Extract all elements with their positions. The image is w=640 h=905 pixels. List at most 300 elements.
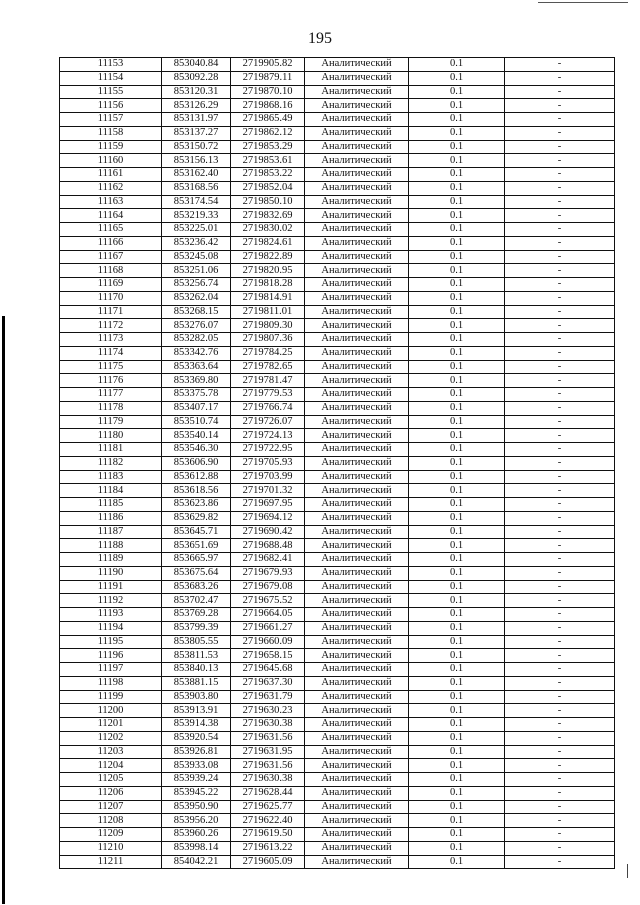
accuracy-cell: 0.1 (409, 319, 505, 333)
table-row (60, 305, 615, 319)
point-id-cell: 11211 (60, 855, 162, 869)
table-row (60, 731, 615, 745)
note-cell: - (505, 236, 615, 250)
point-id-cell: 11188 (60, 539, 162, 553)
table-row (60, 195, 615, 209)
page-number: 195 (308, 30, 332, 47)
method-cell: Аналитический (305, 154, 409, 168)
method-cell: Аналитический (305, 113, 409, 127)
x-coordinate-cell: 853282.05 (162, 333, 231, 347)
table-row (60, 126, 615, 140)
x-coordinate-cell: 853920.54 (162, 731, 231, 745)
x-coordinate-cell: 853092.28 (162, 71, 231, 85)
x-coordinate-cell: 853040.84 (162, 58, 231, 72)
note-cell: - (505, 415, 615, 429)
note-cell: - (505, 704, 615, 718)
point-id-cell: 11173 (60, 333, 162, 347)
accuracy-cell: 0.1 (409, 333, 505, 347)
y-coordinate-cell: 2719830.02 (231, 223, 305, 237)
method-cell: Аналитический (305, 278, 409, 292)
x-coordinate-cell: 853276.07 (162, 319, 231, 333)
accuracy-cell: 0.1 (409, 223, 505, 237)
accuracy-cell: 0.1 (409, 456, 505, 470)
table-row (60, 250, 615, 264)
x-coordinate-cell: 853799.39 (162, 621, 231, 635)
y-coordinate-cell: 2719822.89 (231, 250, 305, 264)
note-cell: - (505, 731, 615, 745)
y-coordinate-cell: 2719675.52 (231, 594, 305, 608)
x-coordinate-cell: 853606.90 (162, 456, 231, 470)
point-id-cell: 11178 (60, 401, 162, 415)
method-cell: Аналитический (305, 621, 409, 635)
x-coordinate-cell: 853251.06 (162, 264, 231, 278)
point-id-cell: 11168 (60, 264, 162, 278)
accuracy-cell: 0.1 (409, 209, 505, 223)
point-id-cell: 11169 (60, 278, 162, 292)
note-cell: - (505, 443, 615, 457)
table-row (60, 649, 615, 663)
x-coordinate-cell: 853363.64 (162, 360, 231, 374)
y-coordinate-cell: 2719850.10 (231, 195, 305, 209)
x-coordinate-cell: 853956.20 (162, 814, 231, 828)
y-coordinate-cell: 2719820.95 (231, 264, 305, 278)
y-coordinate-cell: 2719818.28 (231, 278, 305, 292)
x-coordinate-cell: 853945.22 (162, 786, 231, 800)
note-cell: - (505, 264, 615, 278)
y-coordinate-cell: 2719631.56 (231, 731, 305, 745)
method-cell: Аналитический (305, 773, 409, 787)
table-row (60, 456, 615, 470)
accuracy-cell: 0.1 (409, 360, 505, 374)
x-coordinate-cell: 853407.17 (162, 401, 231, 415)
method-cell: Аналитический (305, 99, 409, 113)
point-id-cell: 11187 (60, 525, 162, 539)
point-id-cell: 11181 (60, 443, 162, 457)
point-id-cell: 11205 (60, 773, 162, 787)
point-id-cell: 11176 (60, 374, 162, 388)
x-coordinate-cell: 853126.29 (162, 99, 231, 113)
note-cell: - (505, 113, 615, 127)
table-row (60, 525, 615, 539)
method-cell: Аналитический (305, 456, 409, 470)
table-row (60, 333, 615, 347)
point-id-cell: 11161 (60, 168, 162, 182)
accuracy-cell: 0.1 (409, 291, 505, 305)
y-coordinate-cell: 2719631.56 (231, 759, 305, 773)
y-coordinate-cell: 2719824.61 (231, 236, 305, 250)
point-id-cell: 11197 (60, 663, 162, 677)
table-row (60, 346, 615, 360)
note-cell: - (505, 126, 615, 140)
table-row (60, 264, 615, 278)
y-coordinate-cell: 2719879.11 (231, 71, 305, 85)
note-cell: - (505, 718, 615, 732)
x-coordinate-cell: 853960.26 (162, 828, 231, 842)
accuracy-cell: 0.1 (409, 374, 505, 388)
y-coordinate-cell: 2719688.48 (231, 539, 305, 553)
accuracy-cell: 0.1 (409, 580, 505, 594)
accuracy-cell: 0.1 (409, 594, 505, 608)
x-coordinate-cell: 853913.91 (162, 704, 231, 718)
y-coordinate-cell: 2719722.95 (231, 443, 305, 457)
method-cell: Аналитический (305, 401, 409, 415)
accuracy-cell: 0.1 (409, 388, 505, 402)
y-coordinate-cell: 2719701.32 (231, 484, 305, 498)
point-id-cell: 11174 (60, 346, 162, 360)
x-coordinate-cell: 853174.54 (162, 195, 231, 209)
point-id-cell: 11163 (60, 195, 162, 209)
x-coordinate-cell: 854042.21 (162, 855, 231, 869)
note-cell: - (505, 786, 615, 800)
accuracy-cell: 0.1 (409, 168, 505, 182)
accuracy-cell: 0.1 (409, 346, 505, 360)
accuracy-cell: 0.1 (409, 676, 505, 690)
note-cell: - (505, 223, 615, 237)
x-coordinate-cell: 853156.13 (162, 154, 231, 168)
y-coordinate-cell: 2719679.08 (231, 580, 305, 594)
note-cell: - (505, 305, 615, 319)
method-cell: Аналитический (305, 346, 409, 360)
table-row (60, 566, 615, 580)
y-coordinate-cell: 2719661.27 (231, 621, 305, 635)
table-row (60, 71, 615, 85)
method-cell: Аналитический (305, 291, 409, 305)
note-cell: - (505, 401, 615, 415)
accuracy-cell: 0.1 (409, 498, 505, 512)
point-id-cell: 11153 (60, 58, 162, 72)
accuracy-cell: 0.1 (409, 58, 505, 72)
accuracy-cell: 0.1 (409, 305, 505, 319)
point-id-cell: 11194 (60, 621, 162, 635)
table-row (60, 415, 615, 429)
method-cell: Аналитический (305, 415, 409, 429)
table-row (60, 470, 615, 484)
x-coordinate-cell: 853623.86 (162, 498, 231, 512)
table-row (60, 608, 615, 622)
table-row (60, 773, 615, 787)
y-coordinate-cell: 2719862.12 (231, 126, 305, 140)
method-cell: Аналитический (305, 498, 409, 512)
accuracy-cell: 0.1 (409, 113, 505, 127)
x-coordinate-cell: 853546.30 (162, 443, 231, 457)
accuracy-cell: 0.1 (409, 800, 505, 814)
table-row (60, 855, 615, 869)
x-coordinate-cell: 853645.71 (162, 525, 231, 539)
note-cell: - (505, 553, 615, 567)
point-id-cell: 11170 (60, 291, 162, 305)
note-cell: - (505, 814, 615, 828)
y-coordinate-cell: 2719613.22 (231, 841, 305, 855)
accuracy-cell: 0.1 (409, 745, 505, 759)
note-cell: - (505, 498, 615, 512)
note-cell: - (505, 800, 615, 814)
y-coordinate-cell: 2719853.29 (231, 140, 305, 154)
note-cell: - (505, 539, 615, 553)
point-id-cell: 11171 (60, 305, 162, 319)
y-coordinate-cell: 2719779.53 (231, 388, 305, 402)
point-id-cell: 11196 (60, 649, 162, 663)
table-row (60, 745, 615, 759)
point-id-cell: 11189 (60, 553, 162, 567)
table-row (60, 814, 615, 828)
point-id-cell: 11184 (60, 484, 162, 498)
accuracy-cell: 0.1 (409, 718, 505, 732)
note-cell: - (505, 773, 615, 787)
y-coordinate-cell: 2719784.25 (231, 346, 305, 360)
accuracy-cell: 0.1 (409, 539, 505, 553)
x-coordinate-cell: 853840.13 (162, 663, 231, 677)
note-cell: - (505, 621, 615, 635)
method-cell: Аналитический (305, 140, 409, 154)
table-row (60, 374, 615, 388)
table-row (60, 360, 615, 374)
coordinates-table (59, 57, 615, 869)
x-coordinate-cell: 853131.97 (162, 113, 231, 127)
y-coordinate-cell: 2719694.12 (231, 511, 305, 525)
y-coordinate-cell: 2719853.22 (231, 168, 305, 182)
y-coordinate-cell: 2719870.10 (231, 85, 305, 99)
point-id-cell: 11185 (60, 498, 162, 512)
y-coordinate-cell: 2719766.74 (231, 401, 305, 415)
y-coordinate-cell: 2719605.09 (231, 855, 305, 869)
accuracy-cell: 0.1 (409, 470, 505, 484)
note-cell: - (505, 470, 615, 484)
method-cell: Аналитический (305, 594, 409, 608)
y-coordinate-cell: 2719905.82 (231, 58, 305, 72)
table-row (60, 635, 615, 649)
point-id-cell: 11203 (60, 745, 162, 759)
x-coordinate-cell: 853939.24 (162, 773, 231, 787)
y-coordinate-cell: 2719625.77 (231, 800, 305, 814)
note-cell: - (505, 676, 615, 690)
x-coordinate-cell: 853225.01 (162, 223, 231, 237)
note-cell: - (505, 209, 615, 223)
note-cell: - (505, 291, 615, 305)
y-coordinate-cell: 2719814.91 (231, 291, 305, 305)
point-id-cell: 11160 (60, 154, 162, 168)
table-row (60, 498, 615, 512)
note-cell: - (505, 374, 615, 388)
point-id-cell: 11159 (60, 140, 162, 154)
accuracy-cell: 0.1 (409, 759, 505, 773)
y-coordinate-cell: 2719630.23 (231, 704, 305, 718)
accuracy-cell: 0.1 (409, 511, 505, 525)
accuracy-cell: 0.1 (409, 553, 505, 567)
method-cell: Аналитический (305, 704, 409, 718)
point-id-cell: 11201 (60, 718, 162, 732)
method-cell: Аналитический (305, 264, 409, 278)
point-id-cell: 11209 (60, 828, 162, 842)
y-coordinate-cell: 2719782.65 (231, 360, 305, 374)
point-id-cell: 11156 (60, 99, 162, 113)
accuracy-cell: 0.1 (409, 401, 505, 415)
note-cell: - (505, 759, 615, 773)
table-row (60, 291, 615, 305)
accuracy-cell: 0.1 (409, 195, 505, 209)
note-cell: - (505, 181, 615, 195)
method-cell: Аналитический (305, 195, 409, 209)
note-cell: - (505, 484, 615, 498)
note-cell: - (505, 855, 615, 869)
y-coordinate-cell: 2719724.13 (231, 429, 305, 443)
point-id-cell: 11204 (60, 759, 162, 773)
x-coordinate-cell: 853805.55 (162, 635, 231, 649)
y-coordinate-cell: 2719811.01 (231, 305, 305, 319)
x-coordinate-cell: 853933.08 (162, 759, 231, 773)
x-coordinate-cell: 853651.69 (162, 539, 231, 553)
accuracy-cell: 0.1 (409, 608, 505, 622)
method-cell: Аналитический (305, 718, 409, 732)
table-row (60, 800, 615, 814)
y-coordinate-cell: 2719781.47 (231, 374, 305, 388)
x-coordinate-cell: 853914.38 (162, 718, 231, 732)
table-row (60, 401, 615, 415)
accuracy-cell: 0.1 (409, 841, 505, 855)
point-id-cell: 11198 (60, 676, 162, 690)
note-cell: - (505, 168, 615, 182)
table-row (60, 718, 615, 732)
accuracy-cell: 0.1 (409, 731, 505, 745)
method-cell: Аналитический (305, 71, 409, 85)
note-cell: - (505, 195, 615, 209)
x-coordinate-cell: 853120.31 (162, 85, 231, 99)
point-id-cell: 11158 (60, 126, 162, 140)
x-coordinate-cell: 853998.14 (162, 841, 231, 855)
table-row (60, 278, 615, 292)
table-row (60, 539, 615, 553)
accuracy-cell: 0.1 (409, 649, 505, 663)
accuracy-cell: 0.1 (409, 126, 505, 140)
table-row (60, 553, 615, 567)
point-id-cell: 11155 (60, 85, 162, 99)
method-cell: Аналитический (305, 553, 409, 567)
method-cell: Аналитический (305, 333, 409, 347)
accuracy-cell: 0.1 (409, 429, 505, 443)
point-id-cell: 11162 (60, 181, 162, 195)
y-coordinate-cell: 2719622.40 (231, 814, 305, 828)
table-row (60, 236, 615, 250)
method-cell: Аналитический (305, 855, 409, 869)
method-cell: Аналитический (305, 443, 409, 457)
accuracy-cell: 0.1 (409, 443, 505, 457)
y-coordinate-cell: 2719679.93 (231, 566, 305, 580)
point-id-cell: 11182 (60, 456, 162, 470)
method-cell: Аналитический (305, 731, 409, 745)
x-coordinate-cell: 853540.14 (162, 429, 231, 443)
method-cell: Аналитический (305, 511, 409, 525)
point-id-cell: 11179 (60, 415, 162, 429)
method-cell: Аналитический (305, 525, 409, 539)
point-id-cell: 11192 (60, 594, 162, 608)
x-coordinate-cell: 853245.08 (162, 250, 231, 264)
point-id-cell: 11200 (60, 704, 162, 718)
note-cell: - (505, 85, 615, 99)
note-cell: - (505, 649, 615, 663)
note-cell: - (505, 140, 615, 154)
note-cell: - (505, 566, 615, 580)
y-coordinate-cell: 2719703.99 (231, 470, 305, 484)
table-row (60, 85, 615, 99)
table-row (60, 594, 615, 608)
y-coordinate-cell: 2719619.50 (231, 828, 305, 842)
point-id-cell: 11210 (60, 841, 162, 855)
note-cell: - (505, 745, 615, 759)
table-body (60, 58, 615, 869)
method-cell: Аналитический (305, 305, 409, 319)
accuracy-cell: 0.1 (409, 786, 505, 800)
accuracy-cell: 0.1 (409, 99, 505, 113)
y-coordinate-cell: 2719664.05 (231, 608, 305, 622)
table-row (60, 511, 615, 525)
accuracy-cell: 0.1 (409, 525, 505, 539)
method-cell: Аналитический (305, 168, 409, 182)
point-id-cell: 11191 (60, 580, 162, 594)
y-coordinate-cell: 2719631.79 (231, 690, 305, 704)
table-row (60, 841, 615, 855)
method-cell: Аналитический (305, 388, 409, 402)
y-coordinate-cell: 2719628.44 (231, 786, 305, 800)
method-cell: Аналитический (305, 786, 409, 800)
method-cell: Аналитический (305, 745, 409, 759)
note-cell: - (505, 663, 615, 677)
table-row (60, 828, 615, 842)
table-row (60, 58, 615, 72)
x-coordinate-cell: 853881.15 (162, 676, 231, 690)
note-cell: - (505, 580, 615, 594)
margin-tick (627, 864, 628, 878)
method-cell: Аналитический (305, 181, 409, 195)
x-coordinate-cell: 853665.97 (162, 553, 231, 567)
note-cell: - (505, 99, 615, 113)
y-coordinate-cell: 2719809.30 (231, 319, 305, 333)
y-coordinate-cell: 2719697.95 (231, 498, 305, 512)
table-row (60, 140, 615, 154)
y-coordinate-cell: 2719630.38 (231, 718, 305, 732)
method-cell: Аналитический (305, 828, 409, 842)
accuracy-cell: 0.1 (409, 85, 505, 99)
method-cell: Аналитический (305, 580, 409, 594)
x-coordinate-cell: 853950.90 (162, 800, 231, 814)
point-id-cell: 11190 (60, 566, 162, 580)
y-coordinate-cell: 2719658.15 (231, 649, 305, 663)
y-coordinate-cell: 2719865.49 (231, 113, 305, 127)
table-row (60, 429, 615, 443)
table-row (60, 690, 615, 704)
table-row (60, 168, 615, 182)
note-cell: - (505, 828, 615, 842)
point-id-cell: 11180 (60, 429, 162, 443)
method-cell: Аналитический (305, 236, 409, 250)
table-row (60, 676, 615, 690)
accuracy-cell: 0.1 (409, 415, 505, 429)
x-coordinate-cell: 853168.56 (162, 181, 231, 195)
note-cell: - (505, 154, 615, 168)
note-cell: - (505, 278, 615, 292)
method-cell: Аналитический (305, 539, 409, 553)
point-id-cell: 11199 (60, 690, 162, 704)
x-coordinate-cell: 853612.88 (162, 470, 231, 484)
table-row (60, 621, 615, 635)
table-row (60, 99, 615, 113)
x-coordinate-cell: 853683.26 (162, 580, 231, 594)
accuracy-cell: 0.1 (409, 663, 505, 677)
table-row (60, 209, 615, 223)
method-cell: Аналитический (305, 126, 409, 140)
accuracy-cell: 0.1 (409, 140, 505, 154)
point-id-cell: 11202 (60, 731, 162, 745)
accuracy-cell: 0.1 (409, 154, 505, 168)
y-coordinate-cell: 2719868.16 (231, 99, 305, 113)
